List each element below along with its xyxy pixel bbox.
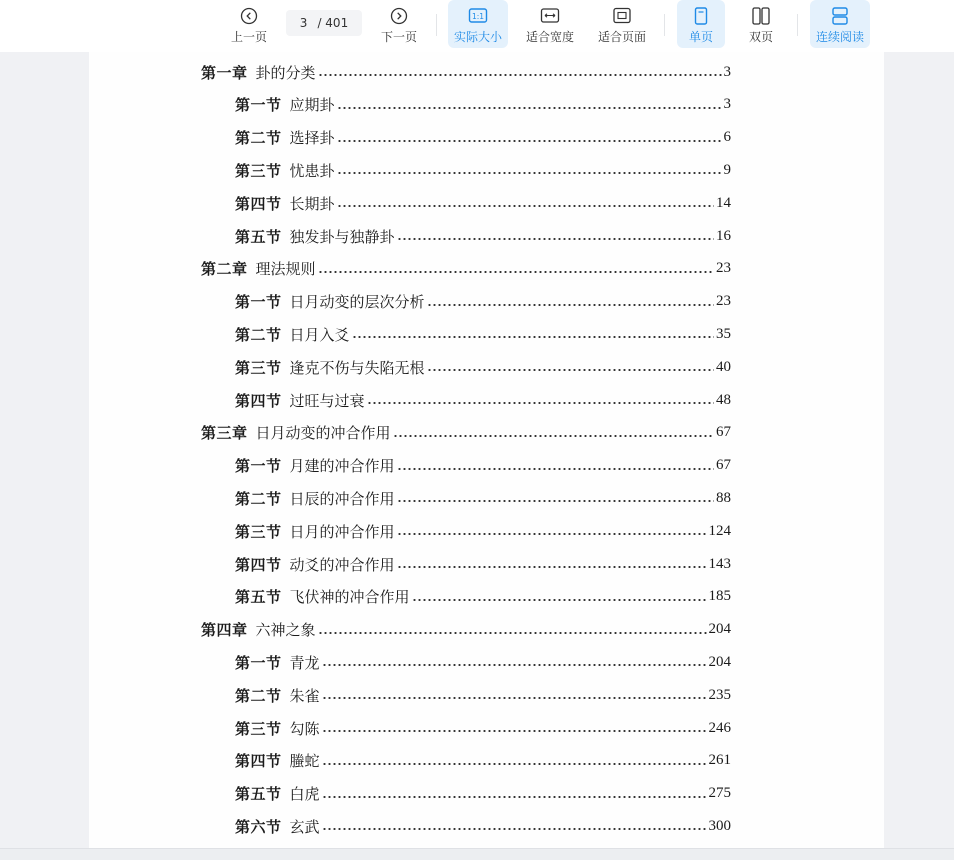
toc-leader-dots	[427, 369, 714, 371]
toc-title: 日月的冲合作用	[289, 522, 395, 541]
toc-level-label: 第四节	[235, 555, 282, 574]
toc-section-row[interactable]	[235, 683, 731, 707]
toc-title: 理法规则	[255, 260, 316, 279]
fit-page-label: 适合页面	[597, 30, 646, 44]
fit-width-label: 适合宽度	[525, 30, 574, 44]
toc-title: 白虎	[289, 785, 320, 804]
toc-page-number: 48	[716, 391, 731, 408]
toc-level-label: 第一节	[235, 457, 282, 476]
toc-page-number: 14	[716, 194, 731, 211]
toc-section-row[interactable]	[235, 191, 731, 215]
toc-section-row[interactable]	[235, 782, 731, 806]
continuous-reading-button[interactable]	[810, 0, 870, 48]
double-page-label: 双页	[748, 30, 773, 44]
toc-level-label: 第五节	[235, 588, 282, 607]
toc-section-row[interactable]	[235, 552, 731, 576]
toc-level-label: 第一节	[235, 293, 282, 312]
toc-title: 月建的冲合作用	[289, 457, 395, 476]
page-number-box[interactable]	[286, 10, 362, 36]
toc-level-label: 第三节	[235, 358, 282, 377]
toc-level-label: 第一节	[235, 96, 282, 115]
actual-size-icon-text: 1:1	[471, 12, 485, 21]
toc-section-row[interactable]	[235, 388, 731, 412]
toc-page-number: 143	[708, 555, 731, 572]
toc-section-row[interactable]	[235, 126, 731, 150]
toc-level-label: 第一节	[235, 653, 282, 672]
toc-level-label: 第三节	[235, 719, 282, 738]
toc-page-number: 246	[708, 719, 731, 736]
toc-leader-dots	[322, 763, 707, 765]
toc-section-row[interactable]	[235, 158, 731, 182]
toc-page-number: 9	[723, 161, 731, 178]
continuous-reading-label: 连续阅读	[815, 30, 864, 44]
toc-leader-dots	[337, 107, 722, 109]
document-page[interactable]	[89, 52, 884, 848]
toc-level-label: 第二节	[235, 686, 282, 705]
toc-leader-dots	[322, 796, 707, 798]
total-pages-text: / 401	[317, 16, 349, 30]
toc-page-number: 300	[708, 817, 731, 834]
toc-title: 长期卦	[289, 194, 335, 213]
toc-leader-dots	[412, 599, 707, 601]
continuous-reading-icon	[831, 7, 849, 25]
prev-page-label: 上一页	[230, 30, 267, 44]
toc-title: 动爻的冲合作用	[289, 555, 395, 574]
toc-section-row[interactable]	[235, 814, 731, 838]
toc-title: 过旺与过衰	[289, 391, 365, 410]
toc-chapter-row[interactable]	[201, 618, 731, 642]
toc-level-label: 第三节	[235, 522, 282, 541]
toc-leader-dots	[322, 697, 707, 699]
toolbar-divider	[797, 14, 798, 36]
toc-leader-dots	[367, 402, 714, 404]
toc-title: 青龙	[289, 653, 320, 672]
toc-leader-dots	[427, 304, 714, 306]
toc-section-row[interactable]	[235, 486, 731, 510]
toc-title: 日月动变的层次分析	[289, 293, 425, 312]
toc-title: 应期卦	[289, 96, 335, 115]
toc-leader-dots	[397, 500, 714, 502]
toc-level-label: 第四节	[235, 752, 282, 771]
toc-chapter-row[interactable]	[201, 60, 731, 84]
toc-page-number: 16	[716, 227, 731, 244]
toc-level-label: 第六节	[235, 817, 282, 836]
chevron-right-circle-icon	[390, 7, 408, 25]
toc-level-label: 第二节	[235, 489, 282, 508]
toc-title: 独发卦与独静卦	[289, 227, 395, 246]
toc-page-number: 23	[716, 260, 731, 277]
actual-size-label: 实际大小	[453, 30, 502, 44]
toc-section-row[interactable]	[235, 716, 731, 740]
toc-title: 玄武	[289, 817, 320, 836]
single-page-icon	[692, 7, 710, 25]
toc-title: 勾陈	[289, 719, 320, 738]
toc-chapter-row[interactable]	[201, 421, 731, 445]
toc-title: 选择卦	[289, 129, 335, 148]
toc-page-number: 35	[716, 325, 731, 342]
toc-page-number: 40	[716, 358, 731, 375]
toc-page-number: 67	[716, 457, 731, 474]
toc-page-number: 3	[723, 96, 731, 113]
toc-level-label: 第一章	[201, 63, 248, 82]
toc-level-label: 第三章	[201, 424, 248, 443]
toc-level-label: 第二节	[235, 129, 282, 148]
next-page-button[interactable]	[374, 0, 424, 48]
toc-level-label: 第四章	[201, 621, 248, 640]
toc-level-label: 第五节	[235, 227, 282, 246]
toc-page-number: 204	[708, 653, 731, 670]
current-page-input[interactable]: 3	[299, 16, 308, 30]
next-page-label: 下一页	[380, 30, 417, 44]
fit-page-icon	[612, 7, 632, 25]
toc-leader-dots	[352, 336, 714, 338]
toc-title: 朱雀	[289, 686, 320, 705]
toc-section-row[interactable]	[235, 650, 731, 674]
toc-section-row[interactable]	[235, 749, 731, 773]
toc-leader-dots	[322, 730, 707, 732]
toc-section-row[interactable]	[235, 355, 731, 379]
toc-title: 忧患卦	[289, 161, 335, 180]
toolbar	[0, 0, 954, 52]
toc-leader-dots	[318, 632, 707, 634]
toc-page-number: 124	[708, 522, 731, 539]
toc-section-row[interactable]	[235, 93, 731, 117]
toc-page-number: 3	[723, 63, 731, 80]
toolbar-divider	[664, 14, 665, 36]
toc-level-label: 第五节	[235, 785, 282, 804]
toc-level-label: 第四节	[235, 194, 282, 213]
fit-width-icon	[540, 7, 560, 25]
toc-leader-dots	[397, 533, 707, 535]
toc-title: 日月入爻	[289, 325, 350, 344]
toc-leader-dots	[322, 664, 707, 666]
toc-leader-dots	[397, 566, 707, 568]
toc-title: 日辰的冲合作用	[289, 489, 395, 508]
toc-section-row[interactable]	[235, 454, 731, 478]
toc-level-label: 第二章	[201, 260, 248, 279]
fit-width-button[interactable]	[520, 0, 580, 48]
double-page-button[interactable]	[737, 0, 785, 48]
toc-page-number: 235	[708, 686, 731, 703]
toc-leader-dots	[393, 435, 714, 437]
toc-page-number: 6	[723, 129, 731, 146]
toc-section-row[interactable]	[235, 585, 731, 609]
toc-level-label: 第三节	[235, 161, 282, 180]
bottom-bar	[0, 848, 954, 860]
toc-leader-dots	[337, 140, 722, 142]
toc-leader-dots	[397, 468, 714, 470]
toc-title: 卦的分类	[255, 63, 316, 82]
actual-size-icon	[468, 7, 488, 25]
toc-title: 六神之象	[255, 621, 316, 640]
toc-title: 日月动变的冲合作用	[255, 424, 391, 443]
toc-leader-dots	[337, 205, 714, 207]
toc-leader-dots	[337, 172, 722, 174]
prev-page-button[interactable]	[224, 0, 274, 48]
toc-page-number: 185	[708, 588, 731, 605]
toc-level-label: 第四节	[235, 391, 282, 410]
toc-leader-dots	[322, 828, 707, 830]
toc-page-number: 23	[716, 293, 731, 310]
toc-page-number: 88	[716, 489, 731, 506]
double-page-icon	[751, 7, 771, 25]
actual-size-button[interactable]	[448, 0, 508, 48]
chevron-left-circle-icon	[240, 7, 258, 25]
single-page-label: 单页	[688, 30, 713, 44]
fit-page-button[interactable]	[592, 0, 652, 48]
toc-section-row[interactable]	[235, 224, 731, 248]
toc-chapter-row[interactable]	[201, 257, 731, 281]
toc-title: 飞伏神的冲合作用	[289, 588, 410, 607]
toc-section-row[interactable]	[235, 290, 731, 314]
toc-section-row[interactable]	[235, 322, 731, 346]
toc-page-number: 204	[708, 621, 731, 638]
toc-page-number: 261	[708, 752, 731, 769]
toc-page-number: 275	[708, 785, 731, 802]
toolbar-divider	[436, 14, 437, 36]
toc-level-label: 第二节	[235, 325, 282, 344]
toc-leader-dots	[318, 271, 714, 273]
toc-section-row[interactable]	[235, 519, 731, 543]
toc-page-number: 67	[716, 424, 731, 441]
toc-leader-dots	[397, 238, 714, 240]
toc-leader-dots	[318, 74, 722, 76]
single-page-button[interactable]	[677, 0, 725, 48]
toc-title: 螣蛇	[289, 752, 320, 771]
toc-title: 逢克不伤与失陷无根	[289, 358, 425, 377]
